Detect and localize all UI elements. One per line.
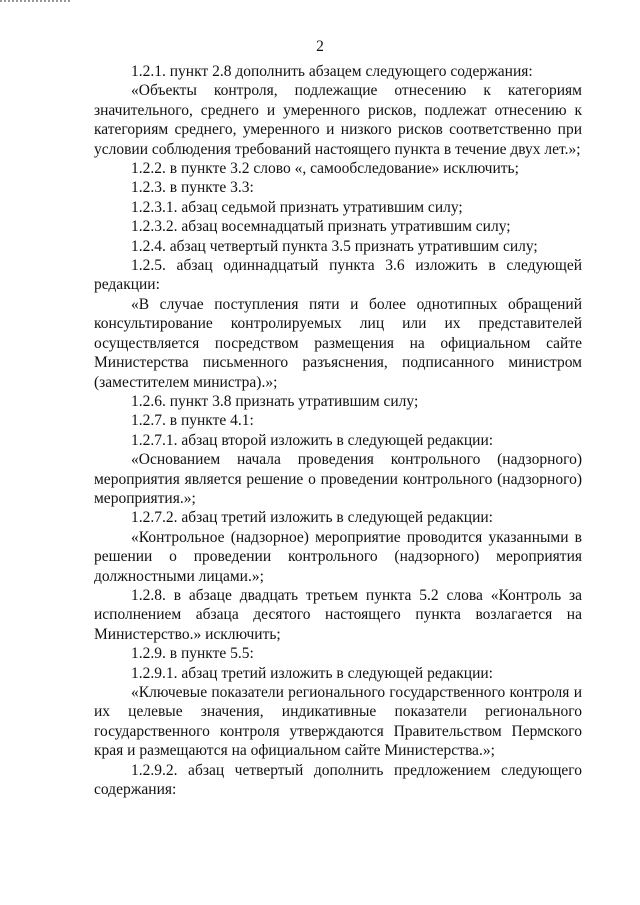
paragraph: 1.2.2. в пункте 3.2 слово «, самообследование» исключить; (131, 160, 519, 178)
scan-corner-mark (0, 0, 70, 6)
paragraph: 1.2.9.2. абзац четвертый дополнить предложением следующего содержания: (94, 761, 582, 799)
paragraph: 1.2.9. в пункте 5.5: (131, 645, 254, 663)
paragraph: 1.2.3. в пункте 3.3: (131, 179, 254, 197)
paragraph: 1.2.8. в абзаце двадцать третьем пункта 5.2 слова «Контроль за исполнением абзаца десятого настоящего пункта возлагается на Министерство.» исключить; (94, 586, 582, 643)
paragraph: 1.2.5. абзац одиннадцатый пункта 3.6 изложить в следующей редакции: (94, 257, 582, 294)
paragraph: «Основанием начала проведения контрольного (надзорного) мероприятия является решение о проведении контрольного (надзорного) мероприятия.»; (94, 451, 582, 507)
paragraph: 1.2.3.2. абзац восемнадцатый признать утратившим силу; (131, 218, 511, 236)
paragraph: «Ключевые показатели регионального государственного контроля и их целевые значения, индикативные показатели регионального государственного контроля утверждаются Правительством Пермского края и размещаются на официальном сайте Министерства.»; (94, 684, 582, 760)
paragraph: 1.2.9.1. абзац третий изложить в следующей редакции: (131, 664, 493, 682)
document-body (94, 62, 582, 799)
paragraph: «В случае поступления пяти и более однотипных обращений консультирование контролируемых лиц или их представителей осуществляется посредством размещения на официальном сайте Министерства письменного разъяснения, подписанного министром (заместителем министра).»; (94, 295, 582, 391)
paragraph: 1.2.1. пункт 2.8 дополнить абзацем следующего содержания: (131, 63, 533, 80)
paragraph: 1.2.7. в пункте 4.1: (131, 412, 254, 430)
paragraph: 1.2.4. абзац четвертый пункта 3.5 признать утратившим силу; (131, 237, 538, 255)
paragraph: «Контрольное (надзорное) мероприятие проводится указанными в решении о проведении контрольного (надзорного) мероприятия должностными лицами.»; (94, 528, 582, 585)
paragraph: «Объекты контроля, подлежащие отнесению к категориям значительного, среднего и умеренного рисков, подлежат отнесению к категориям среднего, умеренного и низкого рисков соответственно при условии соблюдения требований настоящего пункта в течение двух лет.»; (94, 82, 582, 158)
paragraph: 1.2.7.2. абзац третий изложить в следующей редакции: (131, 509, 493, 527)
paragraph: 1.2.6. пункт 3.8 признать утратившим силу; (131, 392, 419, 410)
paragraph: 1.2.3.1. абзац седьмой признать утратившим силу; (131, 198, 463, 216)
page-number: 2 (316, 38, 324, 55)
paragraph: 1.2.7.1. абзац второй изложить в следующей редакции: (131, 431, 494, 449)
